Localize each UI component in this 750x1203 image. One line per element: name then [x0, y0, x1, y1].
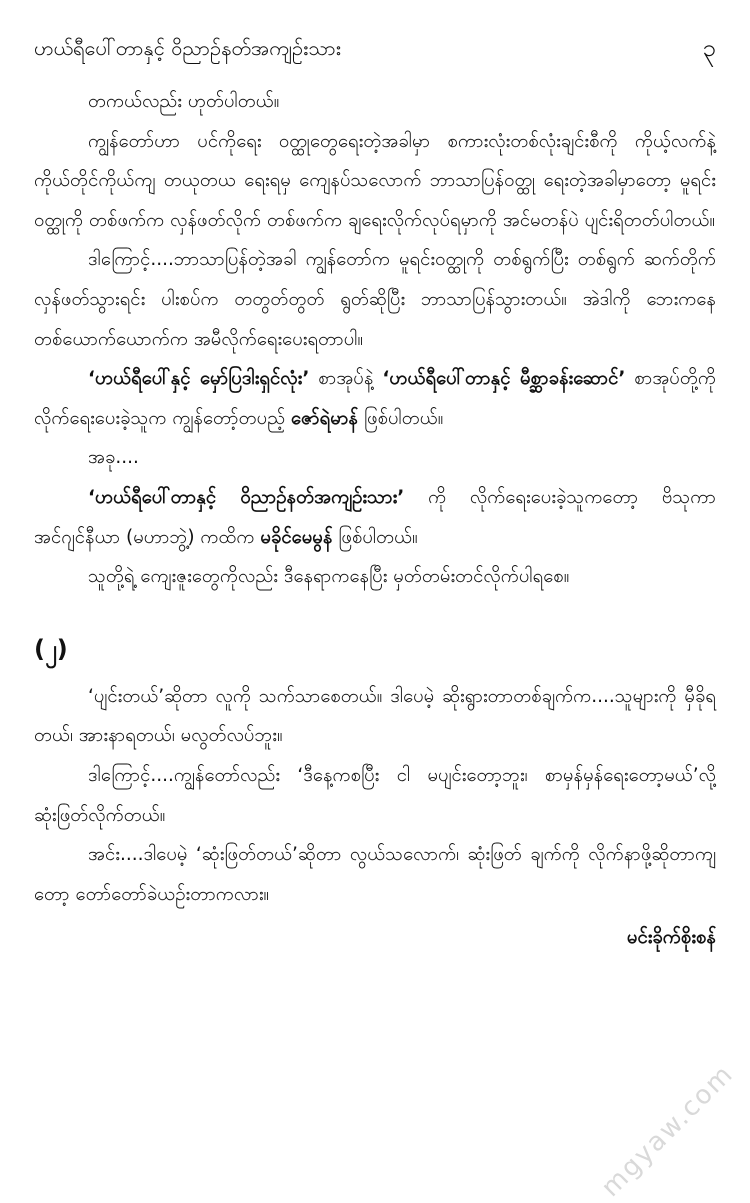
- running-header: [34, 30, 716, 70]
- credits-text-4: ကို လိုက်ရေးပေးခဲ့သူကတော့ ဗိသုကာ အင်ဂျင်နီယာ (မဟာဘွဲ့) ကထိက: [34, 486, 716, 548]
- header-title: ဟယ်ရီပေါ်တာနှင့် ဝိညာဉ်နတ်အကျဉ်းသား: [34, 36, 341, 60]
- book-title-2: ‘ဟယ်ရီပေါ်တာနှင့် မီစ္ဆာခန်းဆောင်’: [382, 368, 626, 390]
- book-title-1: ‘ဟယ်ရီပေါ်နှင့် မှော်ပြဒါးရှင်လုံး’: [88, 368, 310, 390]
- helper-name-2: မခိုင်မေမွန်: [260, 526, 333, 548]
- page-body: [34, 82, 716, 958]
- credits-text-5: ဖြစ်ပါတယ်။: [332, 526, 418, 548]
- credits-paragraph-2: [34, 478, 716, 557]
- helper-name-1: ဇော်ရဲမာန်: [290, 407, 359, 429]
- credits-text-3: ဖြစ်ပါတယ်။: [358, 407, 444, 429]
- section2-paragraph-2: ဒါကြောင့်....ကျွန်တော်လည်း ‘ဒီနေ့ကစပြီး ငါ မပျင်းတော့ဘူး၊ စာမှန်မှန်ရေးတော့မယ်’လို့ ဆုံးဖြတ်လိုက်တယ်။: [34, 764, 716, 826]
- credits-now: အခု....: [88, 447, 139, 469]
- section2-paragraph-3: အင်း....ဒါပေမဲ့ ‘ဆုံးဖြတ်တယ်’ဆိုတာ လွယ်သလောက်၊ ဆုံးဖြတ် ချက်ကို လိုက်နာဖို့ဆိုတာကျတော့ တော်တော်ခဲယဉ်းတာကလား။: [34, 844, 716, 905]
- site-watermark: mgyaw.com: [595, 1058, 740, 1203]
- book-title-3: ‘ဟယ်ရီပေါ်တာနှင့် ဝိညာဉ်နတ်အကျဉ်းသား’: [88, 486, 405, 508]
- credits-paragraph-1: [34, 359, 716, 438]
- section-number: (၂): [34, 634, 68, 663]
- author-signature: မင်းခိုက်စိုးစန်: [626, 927, 716, 949]
- page-number: ၃: [702, 34, 716, 62]
- credits-text-1: စာအုပ်နဲ့: [309, 368, 383, 390]
- section2-paragraph-1: ‘ပျင်းတယ်’ဆိုတာ လူကို သက်သာစေတယ်။ ဒါပေမဲ့ ဆိုးရွားတာတစ်ချက်က....သူများကို မှီခိုရတယ်၊ အားနာရတယ်၊ မလွတ်လပ်ဘူး။: [34, 685, 716, 747]
- credits-text-2: စာအုပ်တို့ကို လိုက်ရေးပေးခဲ့သူက ကျွန်တော့်တပည့်: [34, 368, 716, 429]
- thanks-paragraph: သူတို့ရဲ့ ကျေးဇူးတွေကိုလည်း ဒီနေရာကနေပြီး မှတ်တမ်းတင်လိုက်ပါရစေ။: [88, 566, 570, 588]
- paragraph-1: တကယ်လည်း ဟုတ်ပါတယ်။: [88, 91, 280, 112]
- paragraph-2: ကျွန်တော်ဟာ ပင်ကိုရေး ဝတ္ထုတွေရေးတဲ့အခါမှာ စကားလုံးတစ်လုံးချင်းစီကို ကိုယ့်လက်နဲ့ ကိုယ်တိုင်ကိုယ်ကျ တယုတယ ရေးရမှ ကျေနပ်သလောက် ဘာသာပြန်ဝတ္ထု ရေးတဲ့အခါမှာတော့ မူရင်းဝတ္ထုကို တစ်ဖက်က လှန်ဖတ်လိုက် တစ်ဖက်က ချရေးလိုက်လုပ်ရမှာကို အင်မတန်ပဲ ပျင်းရိတတ်ပါတယ်။: [34, 130, 716, 231]
- paragraph-3: ဒါကြောင့်....ဘာသာပြန်တဲ့အခါ ကျွန်တော်က မူရင်းဝတ္ထုကို တစ်ရွက်ပြီး တစ်ရွက် ဆက်တိုက် လှန်ဖတ်သွားရင်း ပါးစပ်က တတွတ်တွတ် ရွတ်ဆိုပြီး ဘာသာပြန်သွားတယ်။ အဲဒါကို ဘေးကနေ တစ်ယောက်ယောက်က အမီလိုက်ရေးပေးရတာပါ။: [34, 249, 716, 350]
